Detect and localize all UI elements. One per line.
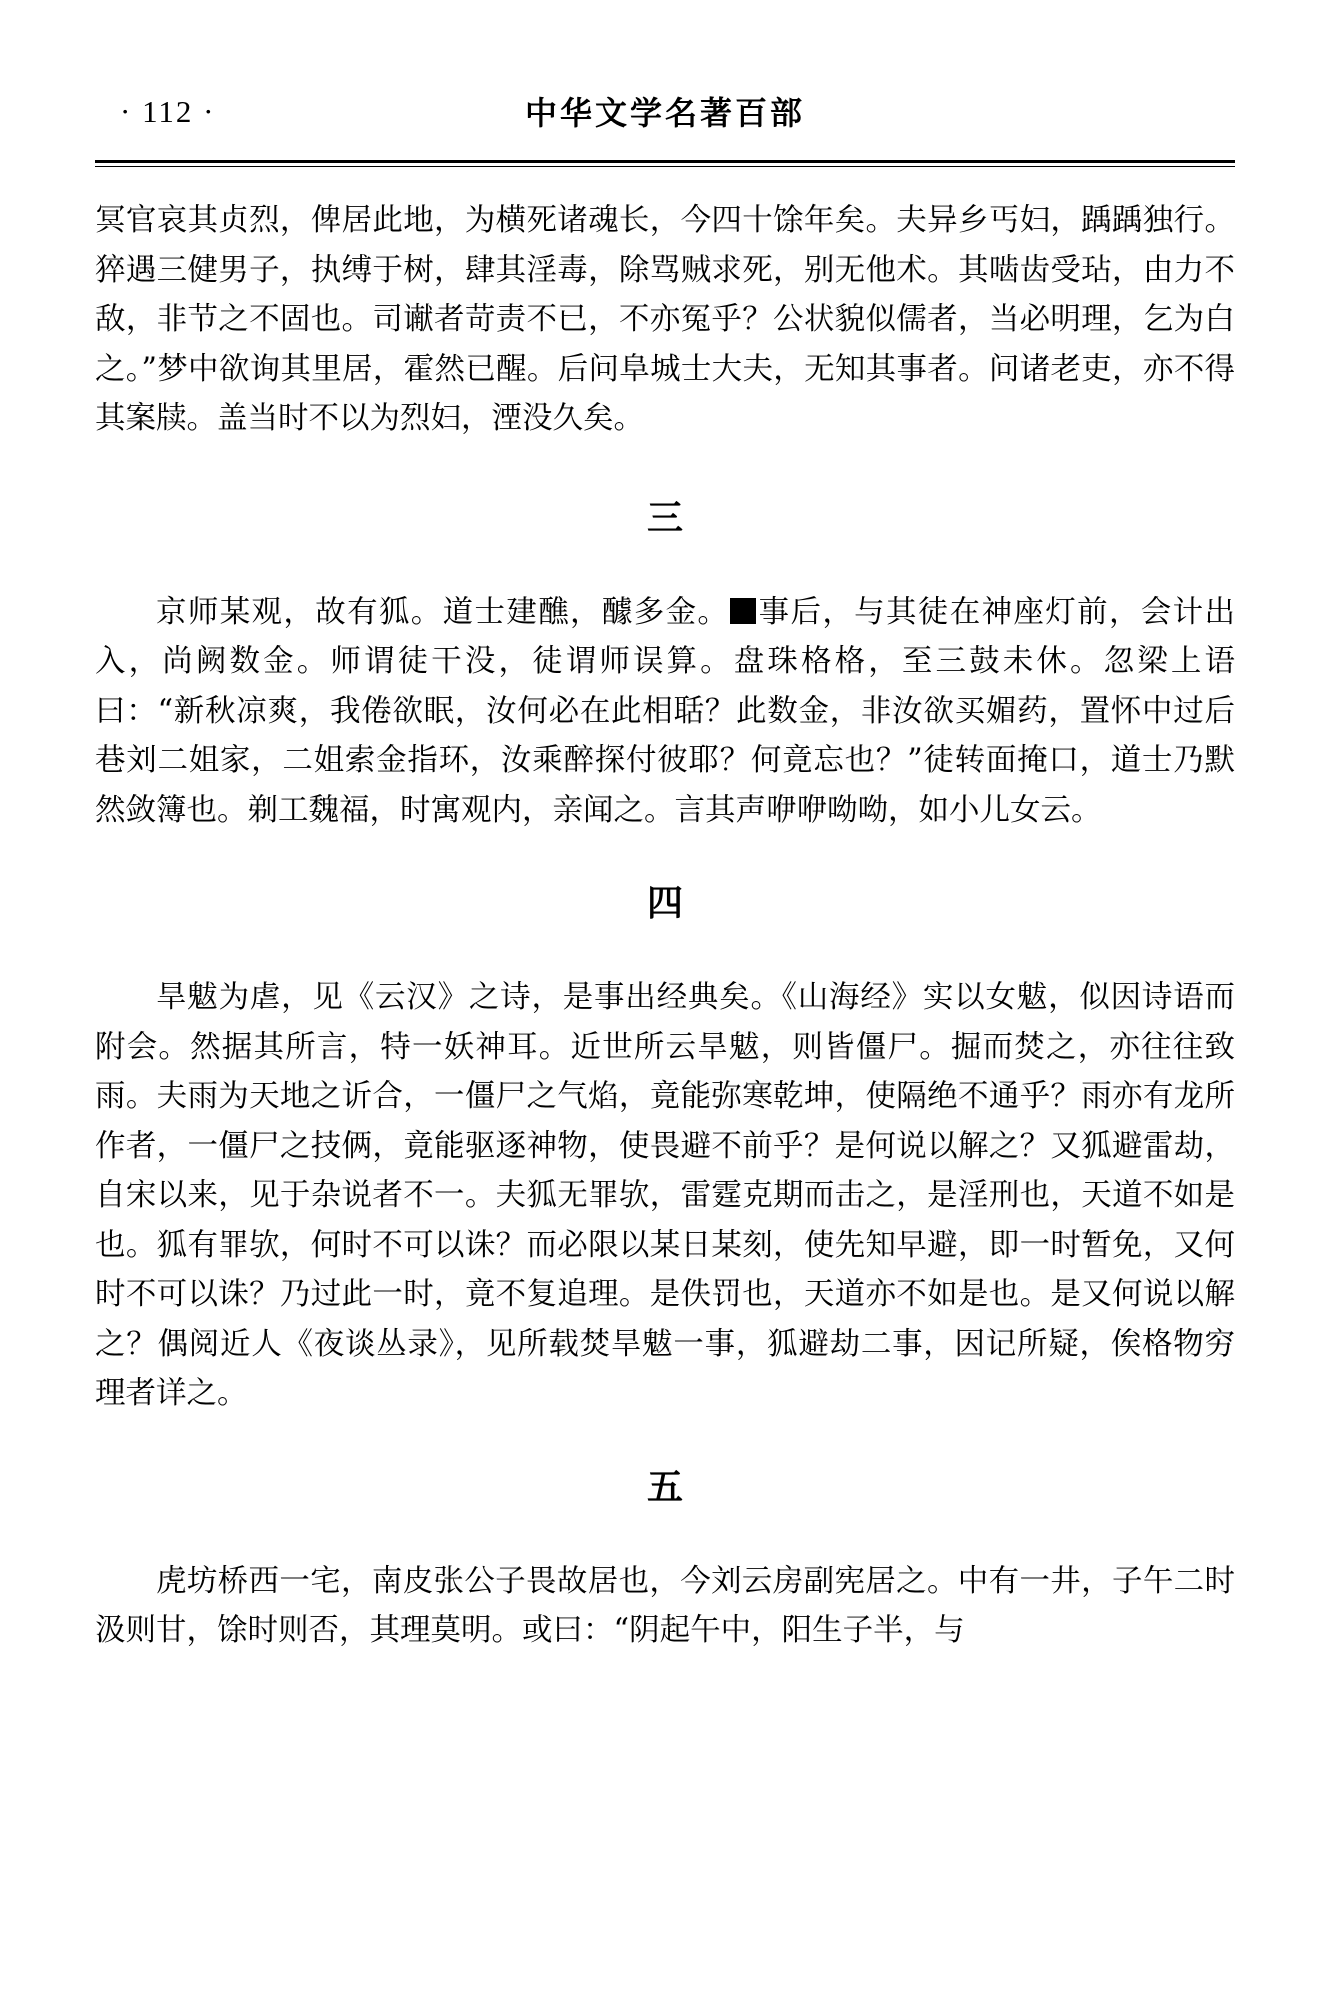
paragraph: 虎坊桥西一宅，南皮张公子畏故居也，今刘云房副宪居之。中有一井，子午二时汲则甘，馀时则否，其理莫明。或曰：“阴起午中，阳生子半，与 — [95, 1563, 1235, 1648]
spacer — [95, 1419, 1235, 1469]
section-number-three: 三 — [646, 496, 683, 539]
paragraph-text-after: 事后，与其徒在神座灯前，会计出入，尚阙数金。师谓徒干没，徒谓师误算。盘珠格格，至三鼓未休。忽梁上语曰：“新秋凉爽，我倦欲眠，汝何必在此相聒？此数金，非汝欲买媚药，置怀中过后巷刘二姐家，二姐索金指环，汝乘醉探付彼耶？何竟忘也？”徒转面掩口，道士乃默然敛簿也。剃工魏福，时寓观内，亲闻之。言其声咿咿呦呦，如小儿女云。 — [95, 594, 1236, 828]
paragraph: 冥官哀其贞烈，俾居此地，为横死诸魂长，今四十馀年矣。夫异乡丐妇，踽踽独行。猝遇三健男子，执缚于树，肆其淫毒，除骂贼求死，别无他术。其啮齿受玷，由力不敌，非节之不固也。司谳者苛责不已，不亦冤乎？公状貌似儒者，当必明理，乞为白之。”梦中欲询其里居，霍然已醒。后问阜城士大夫，无知其事者。问诸老吏，亦不得其案牍。盖当时不以为烈妇，湮没久矣。 — [95, 203, 1235, 436]
section-number-five: 五 — [646, 1465, 683, 1508]
page-header — [95, 88, 1235, 152]
paragraph — [95, 588, 1235, 836]
spacer — [95, 1505, 1235, 1557]
spacer — [95, 536, 1235, 588]
spacer — [95, 444, 1235, 500]
missing-glyph-icon — [730, 598, 756, 624]
spacer — [95, 921, 1235, 973]
header-rule-thick — [95, 160, 1235, 163]
page-number: · 112 · — [120, 94, 216, 129]
paragraph-text-before: 京师某观，故有狐。道士建醮，醵多金。 — [156, 594, 730, 630]
header-rule-thin — [95, 166, 1235, 167]
section-number-four: 四 — [646, 882, 683, 924]
page-body — [95, 196, 1235, 1656]
spacer — [95, 835, 1235, 885]
paragraph: 旱魃为虐，见《云汉》之诗，是事出经典矣。《山海经》实以女魃，似因诗语而附会。然据其所言，特一妖神耳。近世所云旱魃，则皆僵尸。掘而焚之，亦往往致雨。夫雨为天地之䜣合，一僵尸之气焰，竟能弥寒乾坤，使隔绝不通乎？雨亦有龙所作者，一僵尸之技俩，竟能驱逐神物，使畏避不前乎？是何说以解之？又狐避雷劫，自宋以来，见于杂说者不一。夫狐无罪欤，雷霆克期而击之，是淫刑也，天道不如是也。狐有罪欤，何时不可以诛？而必限以某日某刻，使先知早避，即一时暂免，又何时不可以诛？乃过此一时，竟不复追理。是佚罚也，天道亦不如是也。是又何说以解之？偶阅近人《夜谈丛录》，见所载焚旱魃一事，狐避劫二事，因记所疑，俟格物穷理者详之。 — [95, 980, 1235, 1411]
book-title: 中华文学名著百部 — [524, 94, 805, 132]
